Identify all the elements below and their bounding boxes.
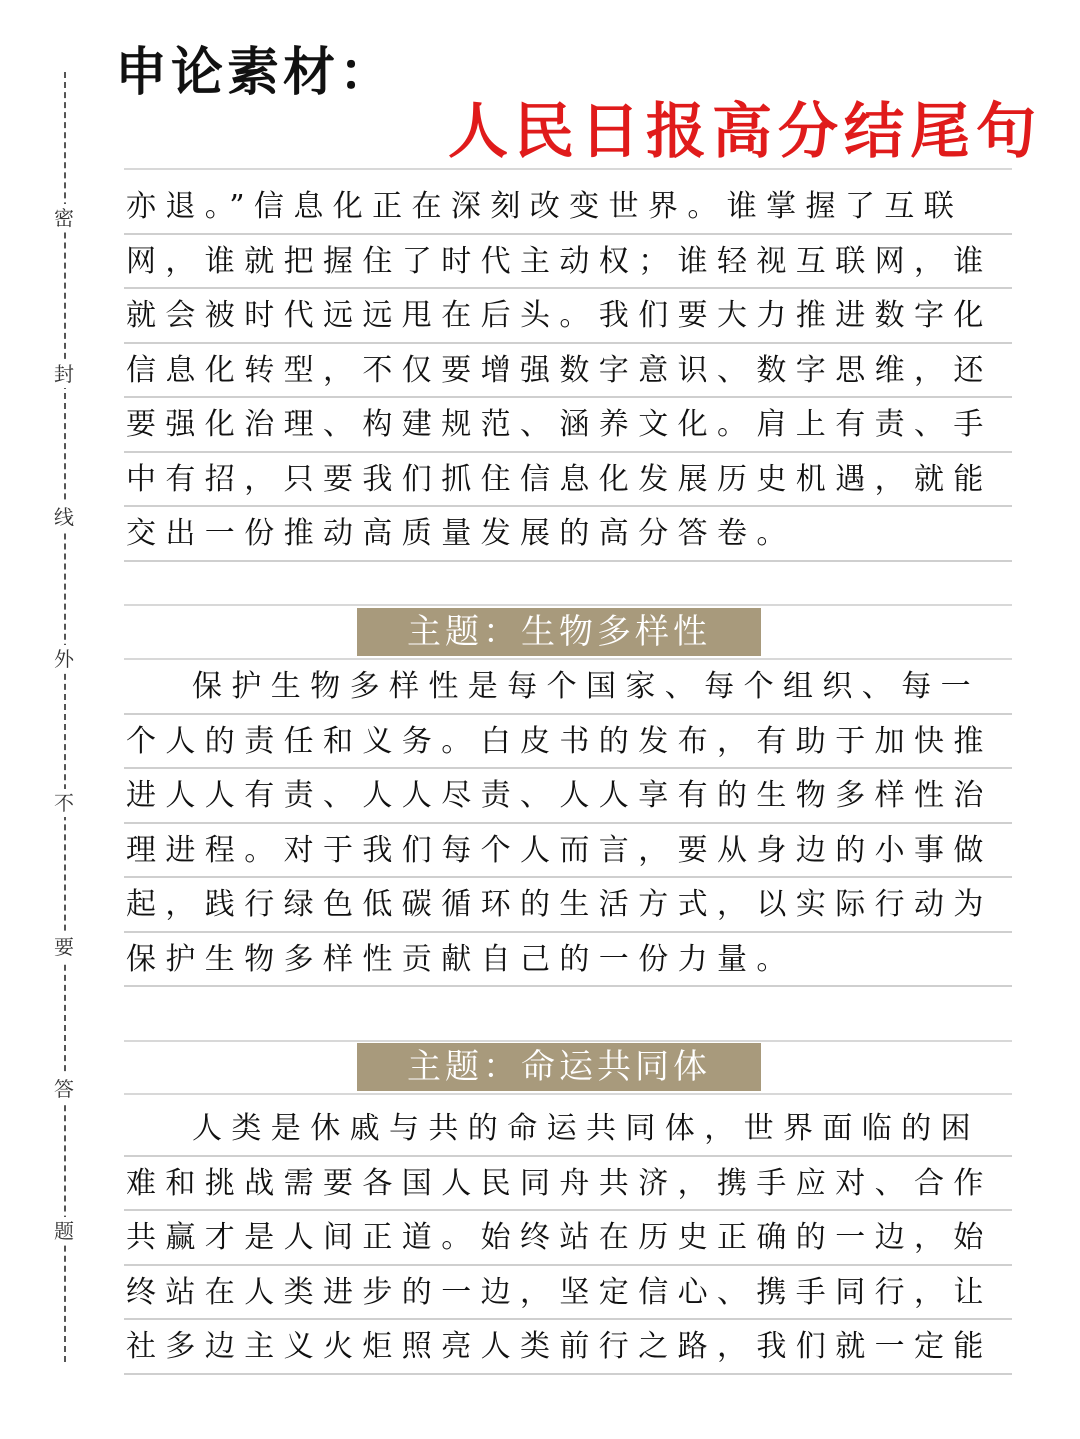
section-heading: 主题：命运共同体 — [357, 1043, 761, 1091]
text-line: 中有招，只要我们抓住信息化发展历史机遇，就能 — [124, 453, 1012, 508]
page-title: 人民日报高分结尾句 — [448, 97, 1042, 167]
text-line: 难和挑战需要各国人民同舟共济，携手应对、合作 — [124, 1157, 1012, 1212]
title-prefix: 申论素材： — [115, 43, 396, 103]
text-line: 理进程。对于我们每个人而言，要从身边的小事做 — [124, 824, 1012, 879]
text-line: 进人人有责、人人尽责、人人享有的生物多样性治 — [124, 769, 1012, 824]
divider — [124, 1040, 1012, 1042]
divider — [124, 168, 1012, 170]
text-line: 保护生物多样性是每个国家、每个组织、每一 — [124, 660, 1012, 715]
text-line: 保护生物多样性贡献自己的一份力量。 — [124, 933, 1012, 988]
text-line: 信息化转型，不仅要增强数字意识、数字思维，还 — [124, 344, 1012, 399]
seal-char: 要 — [50, 933, 78, 961]
text-line: 要强化治理、构建规范、涵养文化。肩上有责、手 — [124, 398, 1012, 453]
text-line: 共赢才是人间正道。始终站在历史正确的一边，始 — [124, 1211, 1012, 1266]
section-biodiversity — [124, 660, 1012, 987]
text-line: 社多边主义火炬照亮人类前行之路，我们就一定能 — [124, 1320, 1012, 1375]
seal-char: 外 — [50, 645, 78, 673]
seal-char: 密 — [50, 204, 78, 232]
divider — [124, 1093, 1012, 1095]
seal-char: 线 — [50, 503, 78, 531]
text-line: 人类是休戚与共的命运共同体，世界面临的困 — [124, 1102, 1012, 1157]
seal-char: 封 — [50, 360, 78, 388]
text-line: 起，践行绿色低碳循环的生活方式，以实际行动为 — [124, 878, 1012, 933]
divider — [124, 604, 1012, 606]
text-line: 亦退。”信息化正在深刻改变世界。谁掌握了互联 — [124, 180, 1012, 235]
text-line: 交出一份推动高质量发展的高分答卷。 — [124, 507, 1012, 562]
section-digital — [124, 180, 1012, 562]
seal-char: 不 — [50, 789, 78, 817]
seal-line — [64, 72, 66, 1362]
text-line: 个人的责任和义务。白皮书的发布，有助于加快推 — [124, 715, 1012, 770]
seal-char: 题 — [50, 1217, 78, 1245]
text-line: 终站在人类进步的一边，坚定信心、携手同行，让 — [124, 1266, 1012, 1321]
text-line: 网，谁就把握住了时代主动权；谁轻视互联网，谁 — [124, 235, 1012, 290]
text-line: 就会被时代远远甩在后头。我们要大力推进数字化 — [124, 289, 1012, 344]
seal-char: 答 — [50, 1075, 78, 1103]
section-community — [124, 1102, 1012, 1375]
section-heading: 主题：生物多样性 — [357, 608, 761, 656]
